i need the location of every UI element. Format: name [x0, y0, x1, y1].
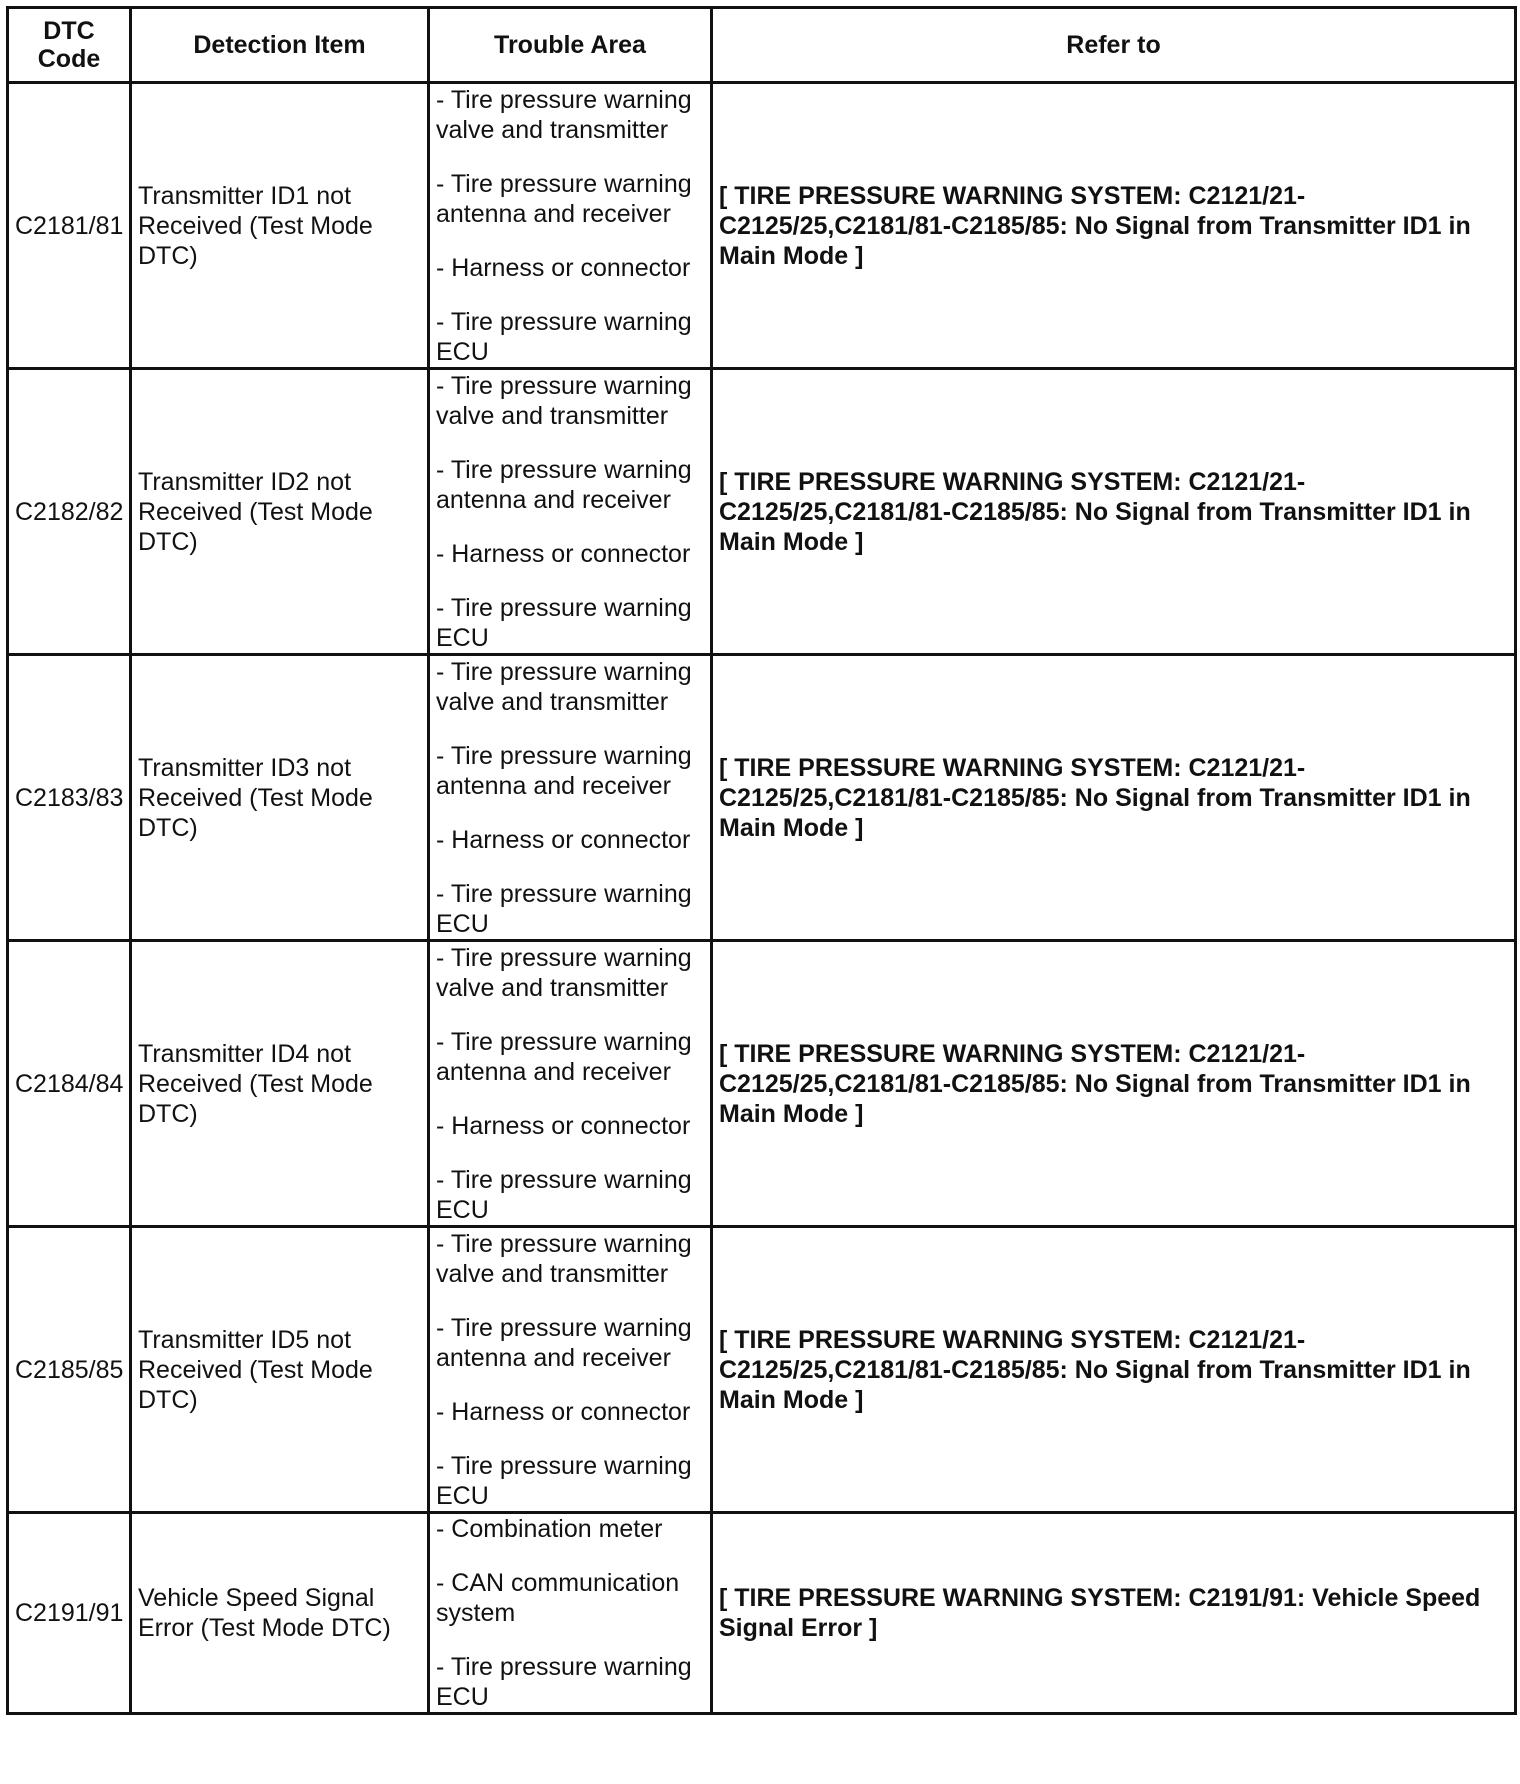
trouble-area-list	[436, 371, 704, 653]
trouble-area-item: - Tire pressure warning valve and transmitter	[436, 371, 692, 430]
header-dtc-code	[8, 8, 131, 83]
refer-to-link[interactable]: [ TIRE PRESSURE WARNING SYSTEM: C2191/91: Vehicle Speed Signal Error ]	[712, 1513, 1516, 1714]
header-trouble-area: Trouble Area	[429, 8, 712, 83]
dtc-code-cell: C2182/82	[8, 369, 131, 655]
detection-item-cell: Transmitter ID2 not Received (Test Mode DTC)	[131, 369, 429, 655]
trouble-area-item: - Tire pressure warning valve and transmitter	[436, 85, 692, 144]
trouble-area-item: - Tire pressure warning ECU	[436, 307, 692, 366]
trouble-area-item: - Tire pressure warning valve and transmitter	[436, 943, 692, 1002]
table-row	[8, 1227, 1516, 1513]
detection-item-cell: Transmitter ID1 not Received (Test Mode DTC)	[131, 83, 429, 369]
trouble-area-item: - Tire pressure warning valve and transmitter	[436, 1229, 692, 1288]
table-row	[8, 369, 1516, 655]
trouble-area-item: - Tire pressure warning ECU	[436, 593, 692, 652]
trouble-area-list	[436, 657, 704, 939]
detection-item-cell: Transmitter ID4 not Received (Test Mode DTC)	[131, 941, 429, 1227]
trouble-area-item: - CAN communication system	[436, 1569, 680, 1627]
trouble-area-cell	[429, 655, 712, 941]
trouble-area-item: - Harness or connector	[436, 253, 691, 282]
trouble-area-item: - Tire pressure warning antenna and receiver	[436, 169, 692, 228]
trouble-area-item: - Tire pressure warning ECU	[436, 879, 692, 938]
dtc-code-cell: C2185/85	[8, 1227, 131, 1513]
dtc-code-cell: C2184/84	[8, 941, 131, 1227]
refer-to-link[interactable]: [ TIRE PRESSURE WARNING SYSTEM: C2121/21-C2125/25,C2181/81-C2185/85: No Signal from Transmitter ID1 in Main Mode ]	[712, 369, 1516, 655]
dtc-code-cell: C2191/91	[8, 1513, 131, 1714]
trouble-area-item: - Harness or connector	[436, 1397, 691, 1426]
header-detection-item: Detection Item	[131, 8, 429, 83]
trouble-area-cell	[429, 1227, 712, 1513]
detection-item-cell: Transmitter ID5 not Received (Test Mode DTC)	[131, 1227, 429, 1513]
trouble-area-cell	[429, 369, 712, 655]
trouble-area-cell	[429, 83, 712, 369]
trouble-area-item: - Tire pressure warning ECU	[436, 1451, 692, 1510]
trouble-area-item: - Harness or connector	[436, 539, 691, 568]
trouble-area-cell	[429, 1513, 712, 1714]
trouble-area-item: - Tire pressure warning ECU	[436, 1653, 692, 1711]
trouble-area-item: - Combination meter	[436, 1515, 663, 1543]
refer-to-link[interactable]: [ TIRE PRESSURE WARNING SYSTEM: C2121/21-C2125/25,C2181/81-C2185/85: No Signal from Transmitter ID1 in Main Mode ]	[712, 941, 1516, 1227]
dtc-code-cell: C2183/83	[8, 655, 131, 941]
detection-item-cell: Transmitter ID3 not Received (Test Mode DTC)	[131, 655, 429, 941]
trouble-area-item: - Tire pressure warning antenna and receiver	[436, 455, 692, 514]
trouble-area-item: - Tire pressure warning antenna and receiver	[436, 1313, 692, 1372]
trouble-area-item: - Tire pressure warning antenna and receiver	[436, 1027, 692, 1086]
trouble-area-cell	[429, 941, 712, 1227]
table-header-row	[8, 8, 1516, 83]
trouble-area-list	[436, 85, 704, 367]
table-row	[8, 941, 1516, 1227]
dtc-code-cell: C2181/81	[8, 83, 131, 369]
refer-to-link[interactable]: [ TIRE PRESSURE WARNING SYSTEM: C2121/21-C2125/25,C2181/81-C2185/85: No Signal from Transmitter ID1 in Main Mode ]	[712, 1227, 1516, 1513]
table-row	[8, 83, 1516, 369]
detection-item-cell: Vehicle Speed Signal Error (Test Mode DTC)	[131, 1513, 429, 1714]
trouble-area-item: - Tire pressure warning antenna and receiver	[436, 741, 692, 800]
refer-to-link[interactable]: [ TIRE PRESSURE WARNING SYSTEM: C2121/21-C2125/25,C2181/81-C2185/85: No Signal from Transmitter ID1 in Main Mode ]	[712, 83, 1516, 369]
refer-to-link[interactable]: [ TIRE PRESSURE WARNING SYSTEM: C2121/21-C2125/25,C2181/81-C2185/85: No Signal from Transmitter ID1 in Main Mode ]	[712, 655, 1516, 941]
table-row	[8, 1513, 1516, 1714]
trouble-area-item: - Harness or connector	[436, 1111, 691, 1140]
trouble-area-list	[436, 943, 704, 1225]
trouble-area-list	[436, 1229, 704, 1511]
header-refer-to: Refer to	[712, 8, 1516, 83]
trouble-area-item: - Tire pressure warning valve and transmitter	[436, 657, 692, 716]
trouble-area-item: - Harness or connector	[436, 825, 691, 854]
header-dtc-code-label: DTC Code	[37, 17, 101, 73]
table-row	[8, 655, 1516, 941]
trouble-area-item: - Tire pressure warning ECU	[436, 1165, 692, 1224]
trouble-area-list	[436, 1514, 704, 1712]
dtc-table	[6, 6, 1517, 1715]
